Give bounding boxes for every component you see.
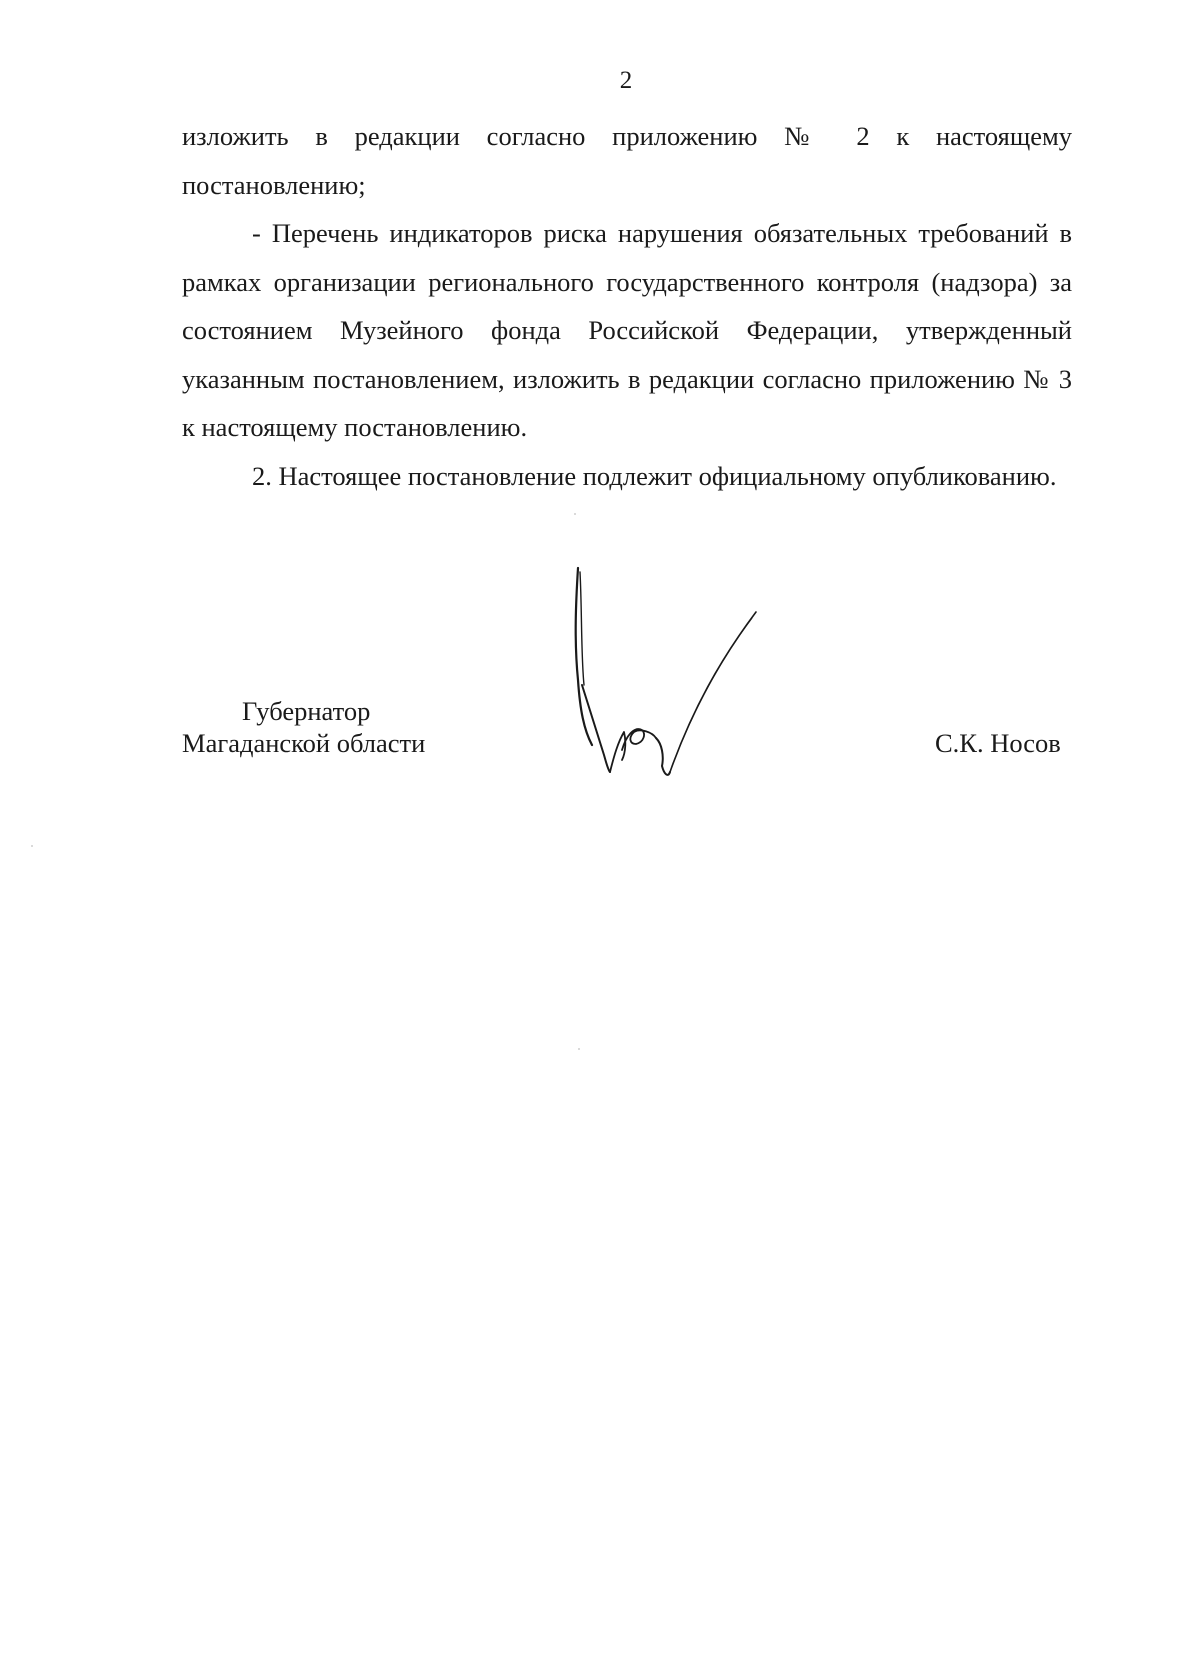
handwritten-signature <box>560 560 800 800</box>
scan-speck <box>574 513 576 515</box>
signatory-name: С.К. Носов <box>935 728 1061 758</box>
paragraph-continuation: изложить в редакции согласно приложению № 2 к настоящему постановлению; <box>182 121 1072 200</box>
scan-speck <box>578 1048 580 1050</box>
signatory-title: Губернатор <box>242 696 371 726</box>
signatory-region: Магаданской области <box>182 728 426 758</box>
document-body <box>182 112 1072 500</box>
scan-speck <box>31 845 33 847</box>
page-number: 2 <box>619 67 633 94</box>
paragraph-publication: 2. Настоящее постановление подлежит официальному опубликованию. <box>252 460 1057 491</box>
signatory-position <box>182 695 482 759</box>
paragraph-indicators-list: - Перечень индикаторов риска нарушения обязательных требований в рамках организации регионального государственного контроля (надзора) за состоянием Музейного фонда Российской Федерации, утвержденный указанным постановлением, изложить в редакции согласно приложению № 3 к настоящему постановлению. <box>182 218 1072 442</box>
